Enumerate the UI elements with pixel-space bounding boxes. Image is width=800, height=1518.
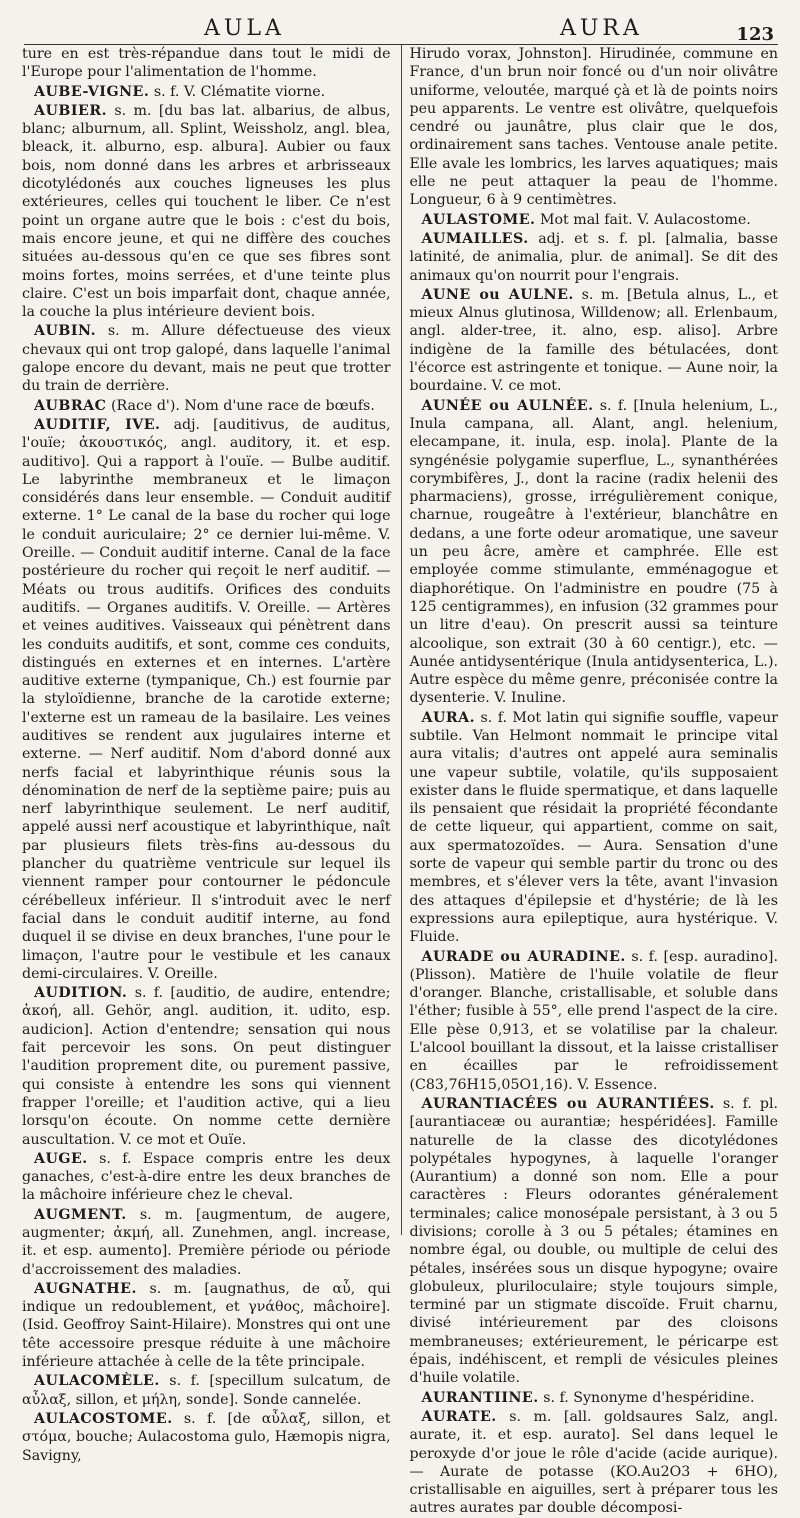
entry-headword: AUDITION. xyxy=(34,985,128,1002)
dictionary-entry xyxy=(22,1410,391,1465)
dictionary-entry xyxy=(409,948,778,1094)
header-right-word: AURA xyxy=(560,16,643,41)
entry-headword: AUMAILLES. xyxy=(421,230,529,247)
entry-headword: AULACOSTOME. xyxy=(34,1410,173,1427)
dictionary-entry xyxy=(409,1095,778,1388)
dictionary-entry xyxy=(409,45,778,210)
dictionary-entry xyxy=(22,397,391,415)
dictionary-entry xyxy=(409,230,778,285)
entry-headword: AULACOMÈLE. xyxy=(34,1373,160,1390)
entry-text: s. f. Espace compris entre les deux ganaches, c'est-à-dire entre les deux branches de la mâchoire inférieure chez le cheval. xyxy=(22,1150,391,1204)
dictionary-entry xyxy=(22,1206,391,1279)
entry-headword: AUGMENT. xyxy=(34,1206,127,1223)
entry-text: ture en est très-répandue dans tout le midi de l'Europe pour l'alimentation de l'homme. xyxy=(22,46,391,81)
entry-text: s. f. [esp. auradino]. (Plisson). Matière de l'huile volatile de fleur d'oranger. Blanche, cristallisable, et soluble dans l'éther; fusible à 55°, elle prend l'aspect de la cire. Elle pèse 0,913, et se volatilise par la chaleur. L'alcool bouillant la dissout, et la laisse cristalliser en écailles par le refroidissement (C83,76H15,05O1,16). V. Essence. xyxy=(409,948,778,1093)
dictionary-entry xyxy=(22,322,391,395)
entry-headword: AUDITIF, IVE. xyxy=(34,416,161,433)
right-column xyxy=(407,45,778,1517)
page-header xyxy=(24,6,778,45)
entry-text: adj. et s. f. pl. [almalia, basse latinité, de animalia, plur. de animal]. Se dit des animaux qu'on nourrit pour l'engrais. xyxy=(409,230,778,284)
entry-headword: AUBE-VIGNE. xyxy=(34,83,150,100)
entry-text: s. m. [du bas lat. albarius, de albus, blanc; alburnum, all. Splint, Weissholz, angl. blea, bleack, it. alburno, esp. albura]. Aubier ou faux bois, nom donné dans les arbres et arbrisseaux dicotylédonés aux couches ligneuses les plus extérieures, celles qui touchent le liber. Ce n'est point un organe autre que le bois : c'est du bois, mais encore jeune, et qui ne diffère des couches situées au-dessous qu'en ce que ses fibres sont moins fortes, moins serrées, et d'une teinte plus claire. C'est un bois imparfait dont, chaque année, la couche la plus intérieure devient bois. xyxy=(22,102,391,321)
entry-text: s. f. Mot latin qui signifie souffle, vapeur subtile. Van Helmont nommait le principe vital aura vitalis; d'autres ont appelé aura seminalis une vapeur subtile, volatile, qu'ils supposaient exister dans le fluide spermatique, et dans laquelle ils pensaient que résidait la propriété fécondante de cette liqueur, qui appartient, comme on sait, aux spermatozoïdes. — Aura. Sensation d'une sorte de vapeur qui semble partir du tronc ou des membres, et s'élever vers la tête, avant l'invasion des attaques d'épilepsie et d'hystérie; de là les expressions aura epileptique, aura hystérique. V. Fluide. xyxy=(409,709,778,946)
entry-text: s. f. Synonyme d'hespéridine. xyxy=(543,1389,755,1406)
entry-headword: AURANTIACÉES ou AURANTIÉES. xyxy=(421,1095,715,1112)
entry-headword: AUBIER. xyxy=(34,102,108,119)
entry-headword: AURANTIINE. xyxy=(421,1389,539,1406)
entry-text: s. f. [auditio, de audire, entendre; ἀκοή, all. Gehör, angl. audition, it. udito, esp. audicion]. Action d'entendre; sensation qui nous fait percevoir les sons. On peut distinguer l'audition proprement dite, ou purement passive, qui consiste à entendre les sons qui viennent frapper l'oreille; et l'audition active, qui a lieu lorsqu'on écoute. On nomme cette dernière auscultation. V. ce mot et Ouïe. xyxy=(22,985,391,1148)
entry-headword: AUBIN. xyxy=(34,323,97,340)
entry-headword: AURATE. xyxy=(421,1408,497,1425)
entry-text: s. m. Allure défectueuse des vieux chevaux qui ont trop galopé, dans laquelle l'animal galope encore du devant, mais ne peut que trotter du train de derrière. xyxy=(22,323,391,395)
header-left-word: AULA xyxy=(204,16,285,41)
entry-headword: AUGNATHE. xyxy=(34,1280,137,1297)
dictionary-entry xyxy=(409,709,778,947)
entry-text: s. m. [all. goldsaures Salz, angl. aurate, it. et esp. aurato]. Sel dans lequel le peroxyde d'or joue le rôle d'acide (acide aurique). — Aurate de potasse (KO.Au2O3 + 6HO), cristallisable en aiguilles, sert à préparer tous les autres aurates par double décomposi- xyxy=(409,1408,778,1517)
entry-text: Mot mal fait. V. Aulacostome. xyxy=(539,211,751,228)
entry-headword: AURA. xyxy=(421,709,476,726)
entry-headword: AULASTOME. xyxy=(421,211,536,228)
entry-headword: AURADE ou AURADINE. xyxy=(421,948,626,965)
entry-text: s. f. [Inula helenium, L., Inula campana, all. Alant, angl. helenium, elecampane, it. inula, esp. inola]. Plante de la syngénésie polygamie superflue, L., synanthérées corymbifères, J., dont la racine (radix helenii des pharmaciens), grosse, irrégulièrement conique, charnue, rougeâtre à l'extérieur, blanchâtre en dedans, a une forte odeur aromatique, une saveur un peu âcre, amère et camphrée. Elle est employée comme stimulante, emménagogue et diaphorétique. On l'administre en poudre (75 à 125 centigrammes), en infusion (32 grammes pour un litre d'eau). On prescrit aussi sa teinture alcoolique, son extrait (30 à 60 centigr.), etc. — Aunée antidysentérique (Inula antidysenterica, L.). Autre espèce du même genre, préconisée contre la dysenterie. V. Inuline. xyxy=(409,397,778,707)
dictionary-entry xyxy=(409,1408,778,1518)
dictionary-entry xyxy=(22,1150,391,1205)
dictionary-entry xyxy=(22,416,391,983)
entry-text: s. f. V. Clématite viorne. xyxy=(153,83,326,100)
entry-headword: AUNÉE ou AULNÉE. xyxy=(421,397,594,414)
dictionary-entry xyxy=(22,45,391,82)
entry-text: s. f. [specillum sulcatum, de αὖλαξ, sillon, et μήλη, sonde]. Sonde cannelée. xyxy=(22,1373,391,1408)
dictionary-entry xyxy=(409,1389,778,1407)
entry-text: s. m. [augnathus, de αὖ, qui indique un redoublement, et γνάθος, mâchoire]. (Isid. Geoffroy Saint-Hilaire). Monstres qui ont une tête accessoire presque réduite à une mâchoire inférieure attachée à celle de la tête principale. xyxy=(22,1280,391,1371)
column-divider xyxy=(401,45,402,1235)
entry-text: (Race d'). Nom d'une race de bœufs. xyxy=(110,397,375,414)
dictionary-entry xyxy=(22,1372,391,1409)
entry-headword: AUNE ou AULNE. xyxy=(421,286,574,303)
dictionary-entry xyxy=(22,83,391,101)
dictionary-entry xyxy=(409,397,778,708)
dictionary-entry xyxy=(22,1280,391,1371)
entry-text: s. f. [de αὖλαξ, sillon, et στόμα, bouche; Aulacostoma gulo, Hæmopis nigra, Savigny, xyxy=(22,1410,391,1464)
dictionary-entry xyxy=(409,211,778,229)
columns xyxy=(22,45,778,1517)
entry-headword: AUGE. xyxy=(34,1150,88,1167)
left-column xyxy=(22,45,395,1464)
dictionary-entry xyxy=(22,102,391,322)
entry-text: s. f. pl. [aurantiaceæ ou aurantiæ; hespéridées]. Famille naturelle de la classe des dicotylédones polypétales hypogynes, à laquelle l'oranger (Aurantium) a donné son nom. Elle a pour caractères : Fleurs odorantes généralement terminales; calice monosépale persistant, à 3 ou 5 divisions; corolle à 3 ou 5 pétales; étamines en nombre égal, ou double, ou multiple de celui des pétales, insérées sous un disque hypogyne; ovaire globuleux, pluriloculaire; style toujours simple, terminé par un stigmate discoïde. Fruit charnu, divisé intérieurement par des cloisons membraneuses; extérieurement, le péricarpe est épais, indéhiscent, et rempli de vésicules pleines d'huile volatile. xyxy=(409,1095,778,1387)
entry-text: s. m. [augmentum, de augere, augmenter; ἀκμή, all. Zunehmen, angl. increase, it. et esp. aumento]. Première période ou période d'accroissement des maladies. xyxy=(22,1206,391,1278)
dictionary-entry xyxy=(22,984,391,1149)
entry-text: adj. [auditivus, de auditus, l'ouïe; ἀκουστικός, angl. auditory, it. et esp. auditivo]. Qui a rapport à l'ouïe. — Bulbe auditif. Le labyrinthe membraneux et le limaçon considérés dans leur ensemble. — Conduit auditif externe. 1° Le canal de la base du rocher qui loge le conduit auriculaire; 2° ce dernier lui-même. V. Oreille. — Conduit auditif interne. Canal de la face postérieure du rocher qui reçoit le nerf auditif. — Méats ou trous auditifs. Orifices des conduits auditifs. — Organes auditifs. V. Oreille. — Artères et veines auditives. Vaisseaux qui pénètrent dans les conduits auditifs, et sont, comme ces conduits, distingués en externes et en internes. L'artère auditive externe (tympanique, Ch.) est fournie par la styloïdienne, branche de la carotide externe; l'externe est un rameau de la basilaire. Les veines auditives se rendent aux jugulaires interne et externe. — Nerf auditif. Nom d'abord donné aux nerfs facial et labyrinthique réunis sous la dénomination de nerf de la septième paire; puis au nerf labyrinthique seulement. Le nerf auditif, appelé aussi nerf acoustique et labyrinthique, naît par plusieurs filets très-fins au-dessous du plancher du quatrième ventricule sur lequel ils viennent ramper pour contourner le pédoncule cérébelleux inférieur. Il s'introduit avec le nerf facial dans le conduit auditif interne, au fond duquel il se divise en deux branches, l'une pour le limaçon, l'autre pour le vestibule et les canaux demi-circulaires. V. Oreille. xyxy=(22,416,391,982)
dictionary-entry xyxy=(409,286,778,396)
entry-text: Hirudo vorax, Johnston]. Hirudinée, commune en France, d'un brun noir foncé ou d'un noir olivâtre uniforme, veloutée, marqué çà et là de points noirs peu apparents. Le ventre est olivâtre, quelquefois cendré ou jaunâtre, plus clair que le dos, ordinairement sans taches. Ventouse anale petite. Elle avale les lombrics, les larves aquatiques; mais elle ne peut attaquer la peau de l'homme. Longueur, 6 à 9 centimètres. xyxy=(409,46,778,209)
page-number: 123 xyxy=(736,24,774,45)
entry-text: s. m. [Betula alnus, L., et mieux Alnus glutinosa, Willdenow; all. Erlenbaum, angl. alder-tree, it. alno, esp. aliso]. Arbre indigène de la famille des bétulacées, dont l'écorce est astringente et tonique. — Aune noir, la bourdaine. V. ce mot. xyxy=(409,286,778,395)
entry-headword: AUBRAC xyxy=(34,397,107,414)
